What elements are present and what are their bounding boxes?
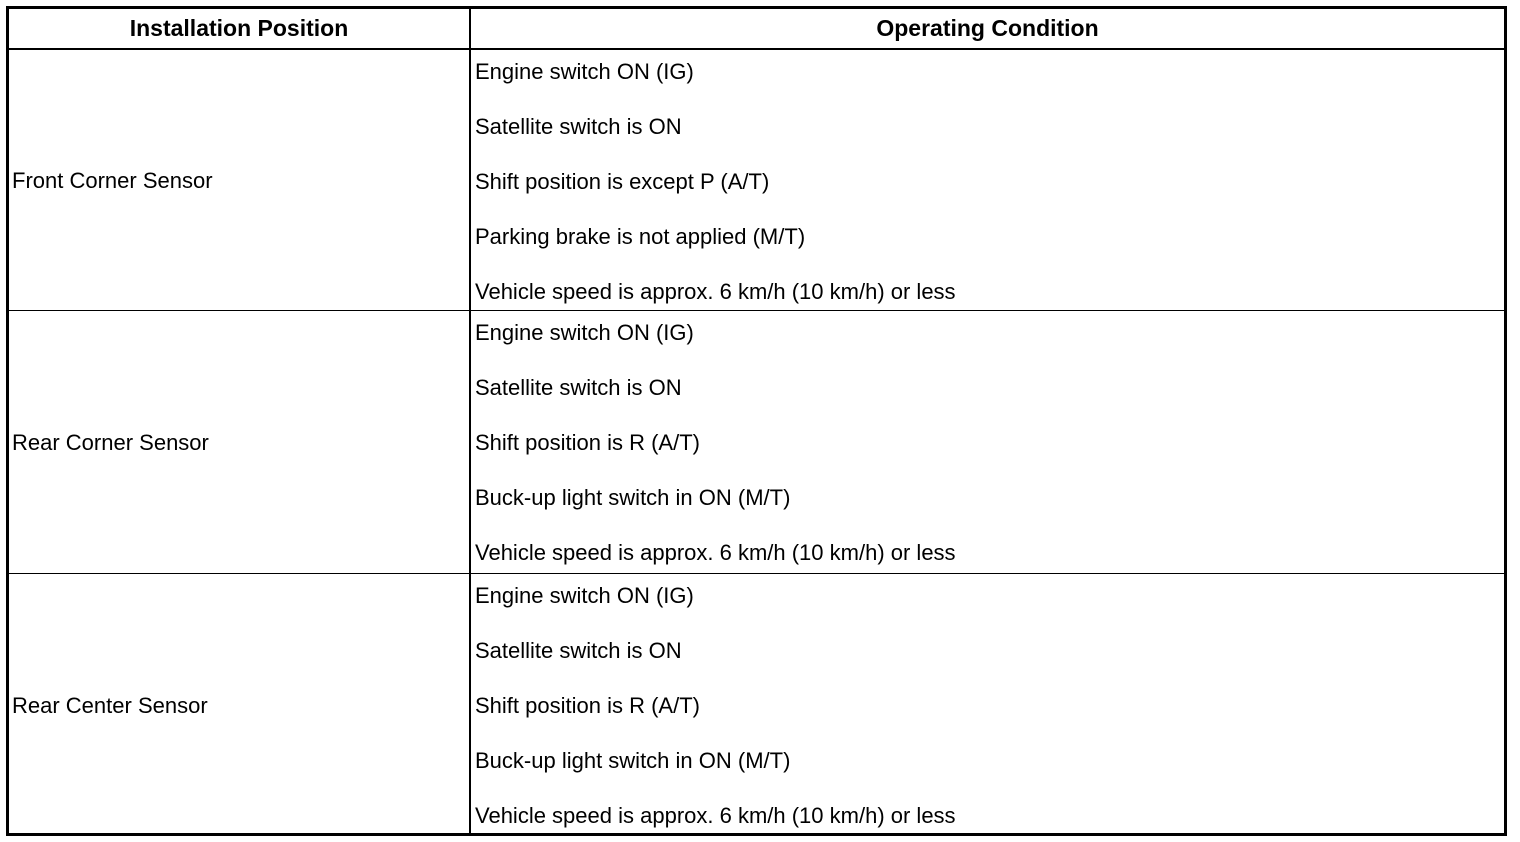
condition-item: Satellite switch is ON xyxy=(475,638,682,663)
condition-item: Vehicle speed is approx. 6 km/h (10 km/h) or less xyxy=(475,540,956,565)
header-divider xyxy=(9,48,1504,50)
header-installation-position: Installation Position xyxy=(129,15,349,41)
row-position-label: Rear Center Sensor xyxy=(12,693,208,718)
header-operating-condition: Operating Condition xyxy=(876,15,1099,41)
condition-item: Engine switch ON (IG) xyxy=(475,320,694,345)
condition-item: Satellite switch is ON xyxy=(475,114,682,139)
condition-item: Satellite switch is ON xyxy=(475,375,682,400)
condition-item: Buck-up light switch in ON (M/T) xyxy=(475,748,791,773)
condition-item: Engine switch ON (IG) xyxy=(475,583,694,608)
condition-item: Buck-up light switch in ON (M/T) xyxy=(475,485,791,510)
condition-item: Shift position is R (A/T) xyxy=(475,693,700,718)
column-divider xyxy=(469,9,471,833)
operating-condition-table xyxy=(6,6,1507,836)
row-divider xyxy=(9,310,1504,311)
row-divider xyxy=(9,573,1504,574)
condition-item: Engine switch ON (IG) xyxy=(475,59,694,84)
row-position-label: Front Corner Sensor xyxy=(12,168,213,193)
condition-item: Vehicle speed is approx. 6 km/h (10 km/h) or less xyxy=(475,279,956,304)
condition-item: Shift position is except P (A/T) xyxy=(475,169,770,194)
condition-item: Parking brake is not applied (M/T) xyxy=(475,224,806,249)
condition-item: Shift position is R (A/T) xyxy=(475,430,700,455)
row-position-label: Rear Corner Sensor xyxy=(12,430,209,455)
condition-item: Vehicle speed is approx. 6 km/h (10 km/h) or less xyxy=(475,803,956,828)
